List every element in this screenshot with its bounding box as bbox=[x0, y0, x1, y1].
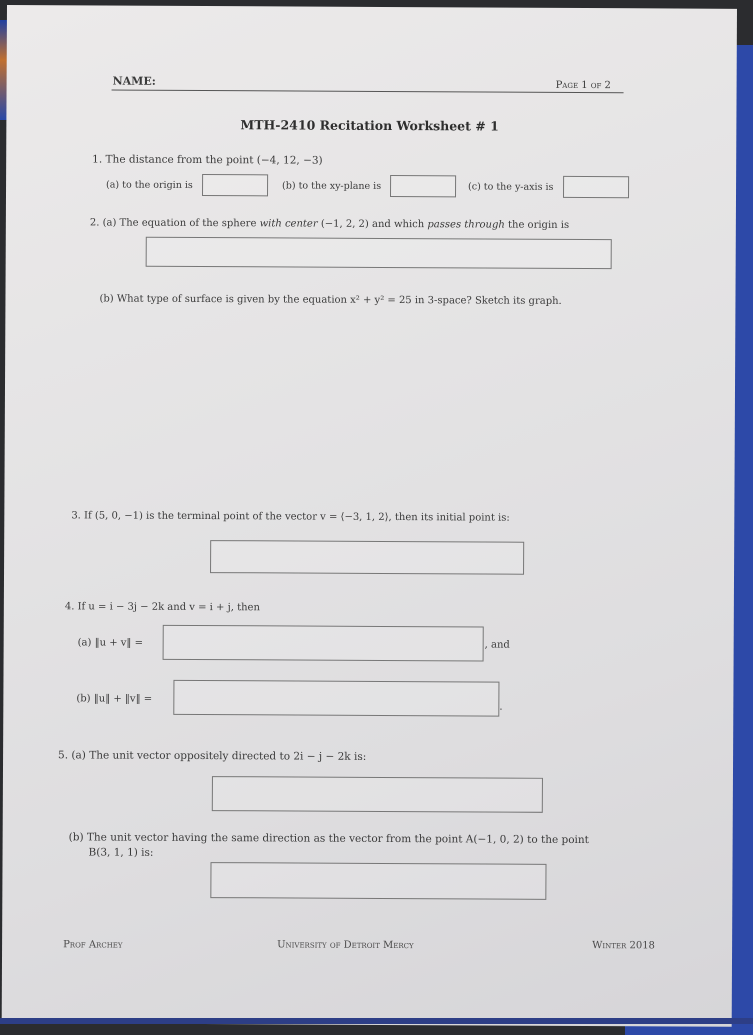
footer-university: University of Detroit Mercy bbox=[277, 939, 414, 952]
q4b-suffix: . bbox=[499, 701, 503, 713]
q1c-label: (c) to the y-axis is bbox=[468, 181, 554, 193]
q5b-prompt-line1: (b) The unit vector having the same direction as the vector from the point A(−1, 0, 2) to the point bbox=[68, 831, 589, 847]
q5b-answer-box[interactable] bbox=[210, 862, 546, 900]
q1b-answer-box[interactable] bbox=[390, 175, 456, 197]
worksheet-title: MTH-2410 Recitation Worksheet # 1 bbox=[240, 117, 499, 134]
q2a-prompt: 2. (a) The equation of the sphere with center (−1, 2, 2) and which passes through the origin is bbox=[89, 217, 570, 231]
q1-number: 1. bbox=[92, 153, 103, 166]
q1b-label: (b) to the xy-plane is bbox=[282, 180, 382, 192]
q5b-prompt-line2: B(3, 1, 1) is: bbox=[88, 846, 154, 859]
q1a-label: (a) to the origin is bbox=[106, 179, 193, 191]
q3-prompt: 3. If (5, 0, −1) is the terminal point of the vector v = ⟨−3, 1, 2⟩, then its initial point is: bbox=[71, 510, 510, 524]
q1-prompt bbox=[92, 153, 323, 166]
blue-folder-bottom bbox=[0, 1018, 753, 1024]
q5a-answer-box[interactable] bbox=[212, 776, 543, 813]
page-indicator: Page 1 of 2 bbox=[555, 79, 611, 92]
q1-text: The distance from the point (−4, 12, −3) bbox=[105, 153, 323, 167]
q3-answer-box[interactable] bbox=[210, 540, 524, 575]
footer-term: Winter 2018 bbox=[592, 940, 655, 952]
q2b-prompt: (b) What type of surface is given by the equation x² + y² = 25 in 3-space? Sketch its graph. bbox=[99, 293, 562, 307]
q4a-label: (a) ‖u + v‖ = bbox=[77, 637, 144, 649]
q1a-answer-box[interactable] bbox=[202, 174, 268, 196]
q4a-suffix: , and bbox=[484, 639, 510, 651]
q4b-answer-box[interactable] bbox=[173, 680, 499, 717]
q5a-prompt: 5. (a) The unit vector oppositely directed to 2i − j − 2k is: bbox=[58, 749, 367, 763]
q4a-answer-box[interactable] bbox=[163, 625, 484, 662]
worksheet-page bbox=[2, 5, 737, 1027]
q2b-sketch-area[interactable] bbox=[94, 315, 635, 498]
q4-prompt: 4. If u = i − 3j − 2k and v = i + j, then bbox=[64, 601, 260, 614]
q1c-answer-box[interactable] bbox=[563, 176, 629, 198]
q2a-answer-box[interactable] bbox=[146, 237, 612, 269]
name-label: NAME: bbox=[112, 74, 156, 88]
footer-instructor: Prof Archey bbox=[63, 939, 123, 951]
header-rule bbox=[112, 90, 624, 94]
q4b-label: (b) ‖u‖ + ‖v‖ = bbox=[76, 693, 153, 705]
